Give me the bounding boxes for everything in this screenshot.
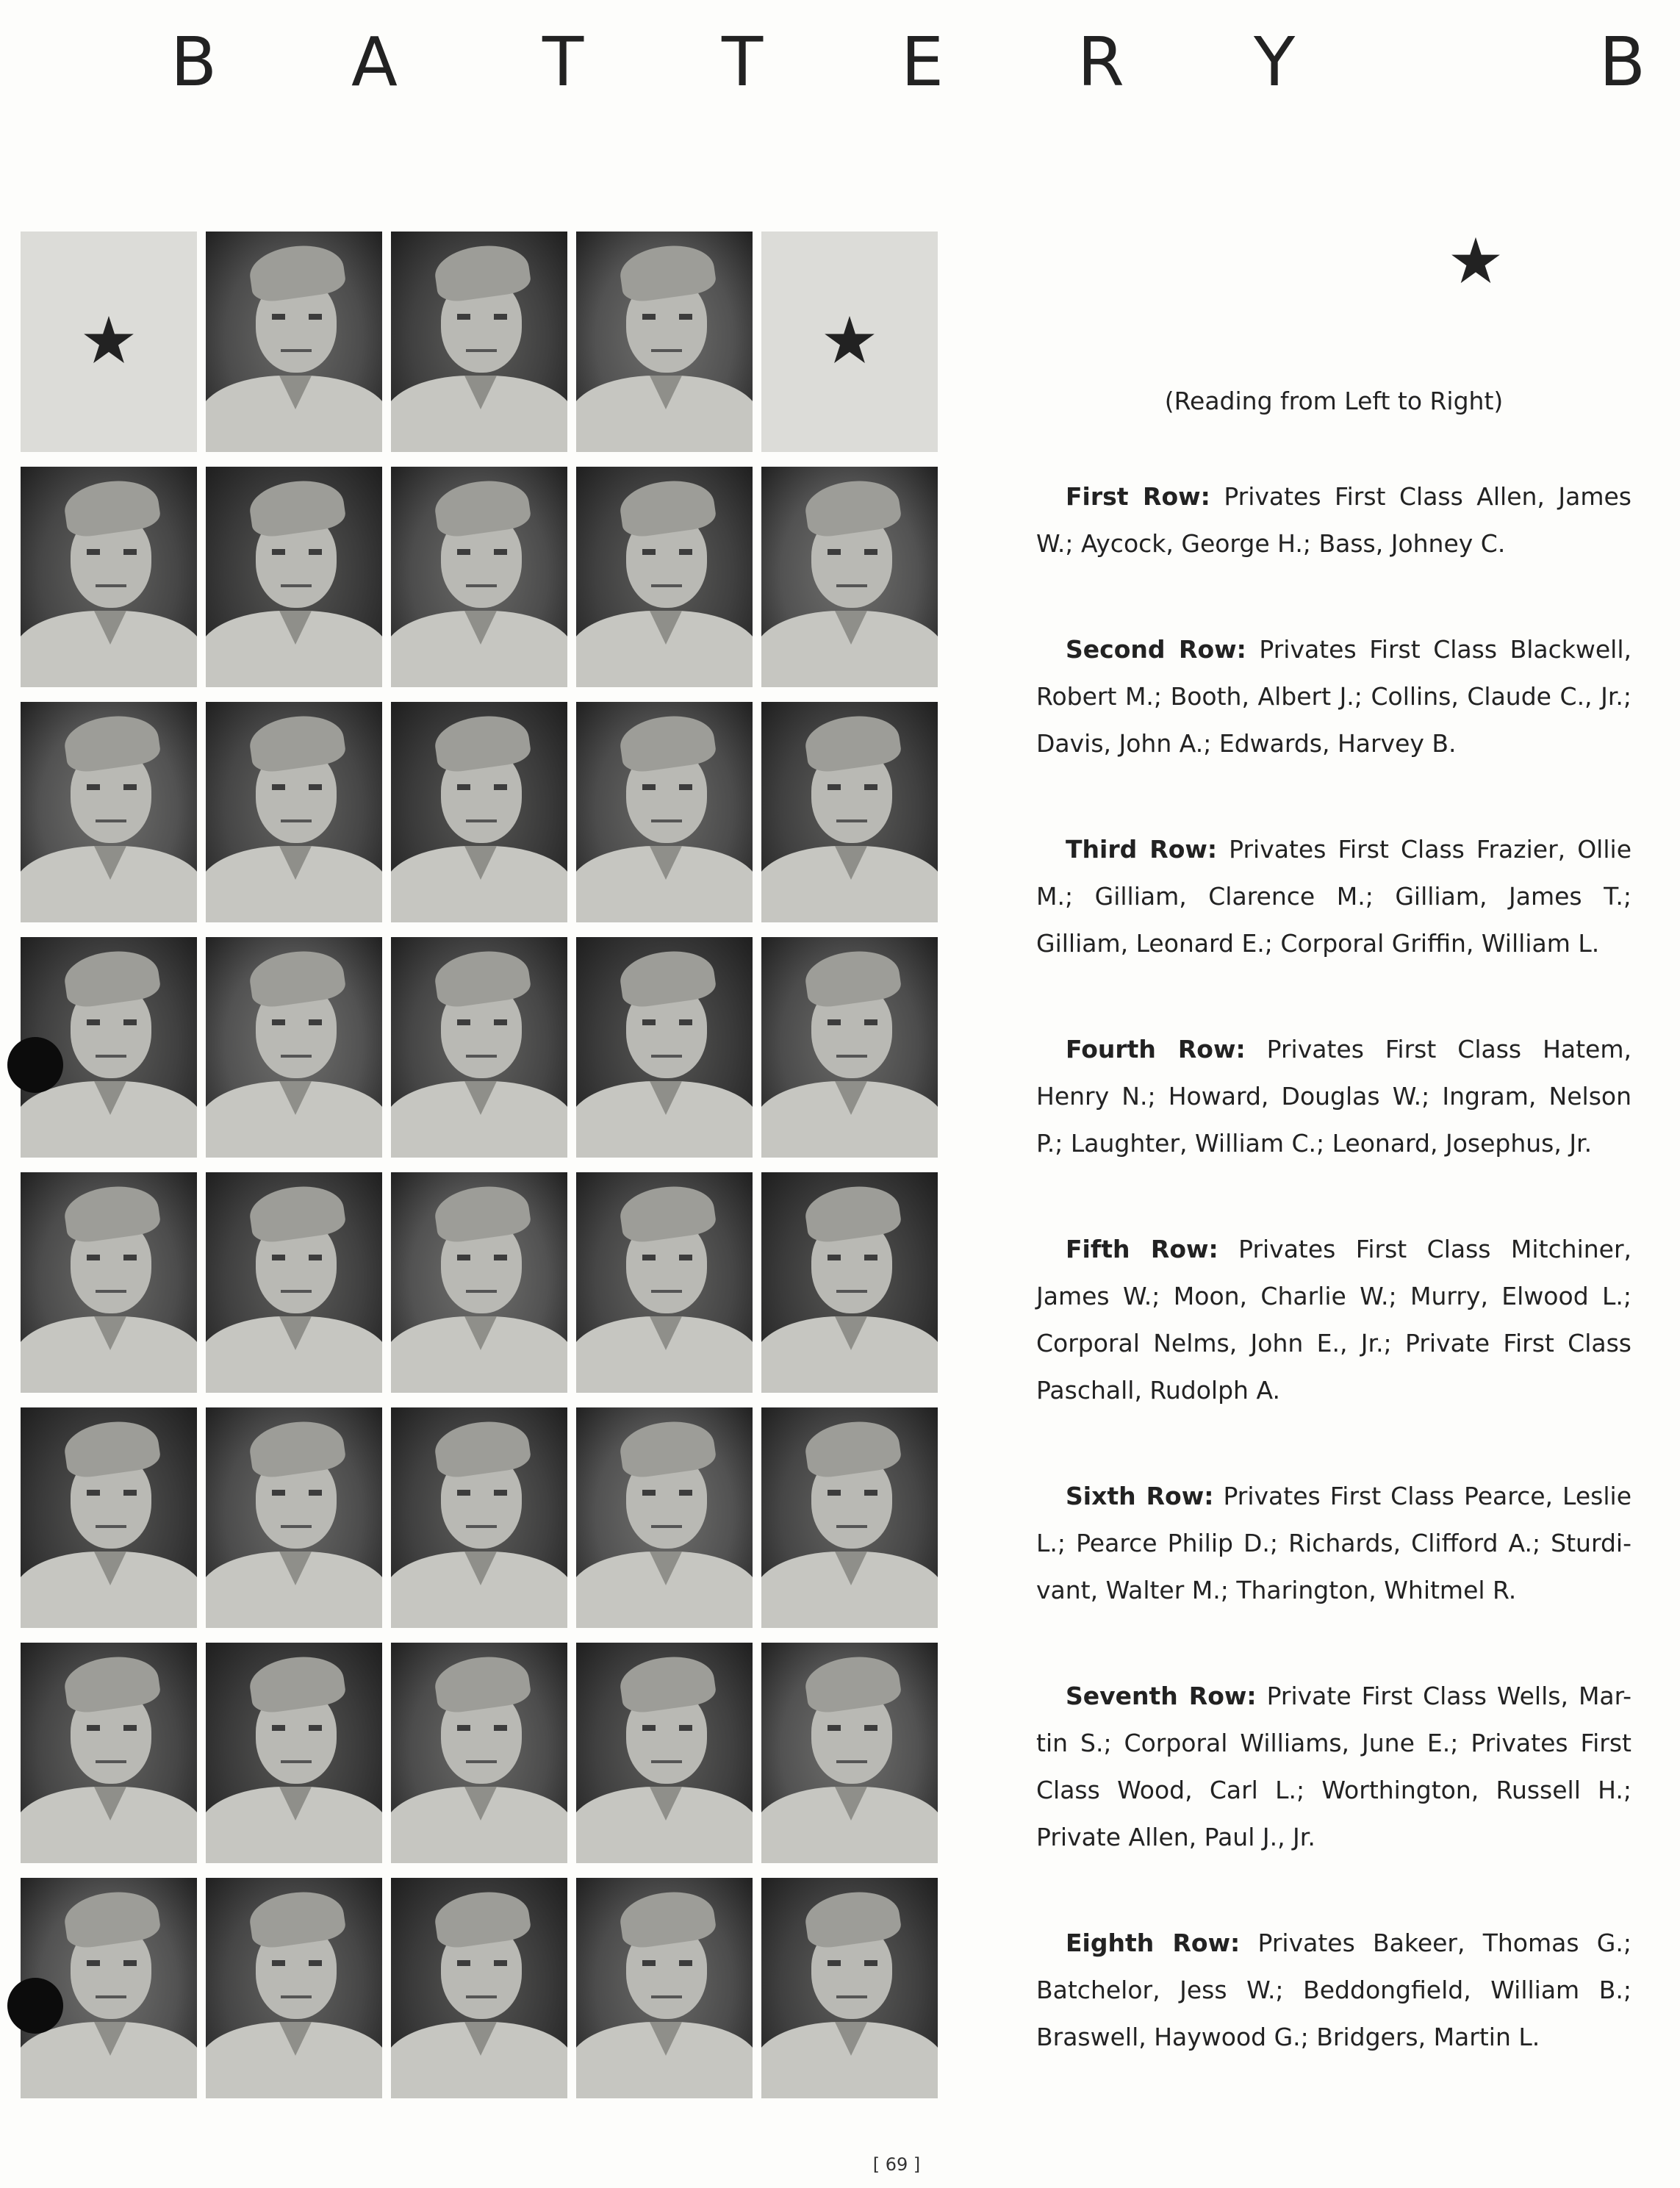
soldier-portrait [576,232,753,452]
portrait-eyes [457,1490,507,1496]
portrait-cap [432,945,532,1009]
title-letter: B [1599,23,1646,101]
portrait-mouth [651,1525,682,1528]
portrait-collar [464,611,497,645]
portrait-cap [432,710,532,774]
row-names: Privates First Class Hatem, Henry N.; Howard, Douglas W.; Ingram, Nelson P.; Laughter, William C.; Leonard, Josephus, Jr. [1036,1035,1631,1158]
portrait-eyes [87,1490,137,1496]
soldier-portrait [391,1172,567,1393]
title-letter: E [901,23,944,101]
portrait-collar [464,1081,497,1115]
portrait-eyes [272,1019,322,1025]
portrait-cap [62,1651,162,1715]
row-description [1036,1473,1631,1614]
portrait-cap [617,1886,717,1950]
portrait-mouth [836,1760,867,1763]
portrait-mouth [96,584,126,587]
portrait-mouth [96,1995,126,1998]
portrait-cap [617,475,717,539]
soldier-portrait [576,1878,753,2098]
portrait-mouth [836,819,867,822]
portrait-mouth [281,1525,312,1528]
row-names: Privates First Class Frazier, Ollie M.; Gilliam, Clarence M.; Gilliam, James T.; Gilliam, Leonard E.; Corporal Griffin, William L. [1036,835,1631,958]
portrait-eyes [457,1725,507,1731]
portrait-collar [464,846,497,880]
portrait-collar [279,2022,312,2056]
portrait-cap [247,475,347,539]
soldier-portrait [391,1878,567,2098]
title-letter: B [170,23,218,101]
portrait-mouth [651,819,682,822]
portrait-eyes [642,1490,692,1496]
row-label: Sixth Row: [1066,1482,1214,1510]
portrait-cap [247,1651,347,1715]
portrait-cap [247,1180,347,1244]
portrait-eyes [642,1255,692,1260]
soldier-portrait [391,1407,567,1628]
soldier-portrait [206,232,382,452]
star-icon [823,314,876,370]
portrait-collar [279,1552,312,1585]
portrait-mouth [466,1055,497,1058]
portrait-collar [650,2022,682,2056]
portrait-collar [464,376,497,409]
portrait-collar [650,611,682,645]
portrait-eyes [272,1255,322,1260]
portrait-cap [62,1886,162,1950]
portrait-cap [617,1651,717,1715]
portrait-cap [617,240,717,304]
row-label: Third Row: [1066,835,1218,864]
row-description [1036,826,1631,967]
portrait-collar [279,846,312,880]
portrait-mouth [836,1055,867,1058]
row-names: Privates Bakeer, Thomas G.; Batchelor, Jess W.; Beddongfield, William B.; Braswell, Haywood G.; Bridgers, Martin L. [1036,1929,1631,2051]
row-label: Fifth Row: [1066,1235,1218,1263]
portrait-eyes [828,1725,877,1731]
portrait-collar [464,1316,497,1350]
portrait-mouth [96,1760,126,1763]
portrait-eyes [642,1019,692,1025]
title-letter: T [542,23,584,101]
soldier-portrait [206,1407,382,1628]
row-names: Privates First Class Mitchiner, James W.; Moon, Charlie W.; Murry, Elwood L.; Corporal Nelms, John E., Jr.; Private First Class Paschall, Rudolph A. [1036,1235,1632,1405]
portrait-mouth [466,349,497,352]
portrait-collar [835,1081,867,1115]
portrait-mouth [466,819,497,822]
portrait-cap [432,1886,532,1950]
title-letter: T [722,23,764,101]
portrait-cap [803,1180,902,1244]
portrait-cap [247,1416,347,1479]
soldier-portrait [21,1643,197,1863]
soldier-portrait [206,1643,382,1863]
portrait-collar [279,376,312,409]
portrait-mouth [466,1760,497,1763]
portrait-collar [650,1787,682,1821]
portrait-mouth [466,584,497,587]
portrait-mouth [836,1995,867,1998]
portrait-eyes [87,1255,137,1260]
portrait-collar [650,1552,682,1585]
soldier-portrait [761,702,938,922]
soldier-portrait [576,1407,753,1628]
portrait-mouth [281,1760,312,1763]
portrait-collar [464,1552,497,1585]
title-letter: Y [1254,23,1296,101]
portrait-mouth [281,1055,312,1058]
portrait-mouth [836,1525,867,1528]
portrait-eyes [457,784,507,790]
star-icon [1166,235,1501,287]
portrait-eyes [272,549,322,555]
portrait-mouth [651,584,682,587]
soldier-portrait [761,467,938,687]
portrait-cap [803,1886,902,1950]
soldier-portrait [206,702,382,922]
portrait-cap [247,1886,347,1950]
star-tile [21,232,197,452]
portrait-eyes [642,1725,692,1731]
portrait-mouth [96,819,126,822]
row-description [1036,1226,1631,1414]
portrait-mouth [96,1055,126,1058]
portrait-cap [432,240,532,304]
soldier-portrait [206,467,382,687]
soldier-portrait [391,937,567,1158]
portrait-cap [62,945,162,1009]
portrait-eyes [272,1490,322,1496]
soldier-portrait [761,1878,938,2098]
portrait-eyes [87,549,137,555]
portrait-cap [432,1651,532,1715]
portrait-eyes [828,1490,877,1496]
portrait-eyes [457,1255,507,1260]
soldier-portrait [391,702,567,922]
portrait-eyes [272,1960,322,1966]
portrait-cap [617,945,717,1009]
portrait-eyes [457,1019,507,1025]
portrait-cap [247,240,347,304]
portrait-cap [617,1180,717,1244]
portrait-eyes [642,314,692,320]
portrait-collar [835,2022,867,2056]
portrait-collar [94,2022,126,2056]
portrait-collar [94,1787,126,1821]
portrait-mouth [466,1525,497,1528]
portrait-mouth [836,1290,867,1293]
soldier-portrait [206,937,382,1158]
portrait-eyes [457,314,507,320]
soldier-portrait [206,1172,382,1393]
portrait-mouth [651,1055,682,1058]
soldier-portrait [21,467,197,687]
soldier-portrait [391,1643,567,1863]
star-icon [82,314,135,370]
portrait-cap [62,475,162,539]
portrait-collar [94,1552,126,1585]
soldier-portrait [761,1172,938,1393]
soldier-portrait [21,1407,197,1628]
soldier-portrait [576,702,753,922]
row-description [1036,1026,1631,1167]
punch-hole [7,1978,63,2034]
portrait-mouth [281,1995,312,1998]
portrait-collar [279,1787,312,1821]
portrait-cap [62,710,162,774]
portrait-cap [803,1651,902,1715]
portrait-cap [803,475,902,539]
portrait-collar [464,1787,497,1821]
portrait-collar [279,611,312,645]
portrait-collar [94,1081,126,1115]
portrait-eyes [87,1725,137,1731]
portrait-grid [21,232,938,2101]
soldier-portrait [21,702,197,922]
portrait-collar [94,846,126,880]
portrait-collar [464,2022,497,2056]
row-description [1036,1920,1631,2061]
portrait-collar [279,1316,312,1350]
portrait-cap [617,710,717,774]
row-label: Eighth Row: [1066,1929,1241,1957]
portrait-collar [835,1787,867,1821]
portrait-eyes [828,784,877,790]
portrait-eyes [642,1960,692,1966]
portrait-cap [432,1180,532,1244]
punch-hole [7,1037,63,1093]
portrait-cap [617,1416,717,1479]
portrait-eyes [642,549,692,555]
row-names: Privates First Class Allen, James W.; Aycock, George H.; Bass, Johney C. [1036,482,1631,558]
portrait-cap [62,1416,162,1479]
row-label: First Row: [1066,482,1210,511]
row-names: Privates First Class Blackwell, Robert M.; Booth, Albert J.; Collins, Claude C., Jr.; Davis, John A.; Edwards, Harvey B. [1036,635,1631,758]
portrait-eyes [828,1960,877,1966]
portrait-eyes [828,549,877,555]
portrait-collar [650,1081,682,1115]
caption-column [1036,235,1631,2085]
portrait-collar [279,1081,312,1115]
portrait-mouth [836,584,867,587]
title-letter: A [351,23,398,101]
portrait-eyes [87,1960,137,1966]
portrait-collar [650,376,682,409]
portrait-eyes [457,1960,507,1966]
portrait-eyes [272,784,322,790]
soldier-portrait [206,1878,382,2098]
portrait-eyes [87,1019,137,1025]
portrait-mouth [466,1290,497,1293]
page-number: [ 69 ] [872,2154,921,2175]
portrait-collar [835,1316,867,1350]
row-names: Privates First Class Pearce, Leslie L.; Pearce Philip D.; Richards, Clifford A.; Sturdi-vant, Walter M.; Tharington, Whitmel R. [1036,1482,1632,1604]
portrait-collar [835,611,867,645]
portrait-mouth [466,1995,497,1998]
soldier-portrait [576,467,753,687]
portrait-mouth [651,1995,682,1998]
portrait-eyes [272,314,322,320]
soldier-portrait [576,1172,753,1393]
portrait-mouth [281,819,312,822]
portrait-eyes [272,1725,322,1731]
row-label: Fourth Row: [1066,1035,1246,1063]
portrait-mouth [96,1290,126,1293]
portrait-mouth [281,584,312,587]
soldier-portrait [576,1643,753,1863]
portrait-eyes [642,784,692,790]
portrait-eyes [828,1255,877,1260]
portrait-cap [803,1416,902,1479]
portrait-cap [432,475,532,539]
reading-note: (Reading from Left to Right) [1164,387,1504,415]
portrait-mouth [651,1760,682,1763]
portrait-mouth [651,349,682,352]
portrait-eyes [828,1019,877,1025]
portrait-collar [94,611,126,645]
portrait-mouth [281,349,312,352]
portrait-mouth [281,1290,312,1293]
portrait-cap [803,710,902,774]
portrait-collar [650,846,682,880]
portrait-cap [62,1180,162,1244]
portrait-eyes [87,784,137,790]
soldier-portrait [391,467,567,687]
portrait-cap [247,945,347,1009]
row-names: Private First Class Wells, Mar-tin S.; Corporal Williams, June E.; Privates First Class Wood, Carl L.; Worthington, Russell H.; Private Allen, Paul J., Jr. [1036,1682,1631,1851]
soldier-portrait [761,1407,938,1628]
row-description [1036,1673,1631,1861]
soldier-portrait [391,232,567,452]
row-label: Second Row: [1066,635,1246,664]
page-title [0,15,1680,110]
portrait-mouth [96,1525,126,1528]
portrait-collar [835,846,867,880]
row-description [1036,473,1631,567]
portrait-eyes [457,549,507,555]
portrait-cap [247,710,347,774]
row-label: Seventh Row: [1066,1682,1257,1710]
soldier-portrait [576,937,753,1158]
portrait-mouth [651,1290,682,1293]
soldier-portrait [761,1643,938,1863]
portrait-cap [803,945,902,1009]
portrait-cap [432,1416,532,1479]
soldier-portrait [21,1172,197,1393]
title-letter: R [1077,23,1124,101]
portrait-collar [650,1316,682,1350]
portrait-collar [835,1552,867,1585]
portrait-collar [94,1316,126,1350]
row-description [1036,626,1631,767]
star-tile [761,232,938,452]
soldier-portrait [761,937,938,1158]
